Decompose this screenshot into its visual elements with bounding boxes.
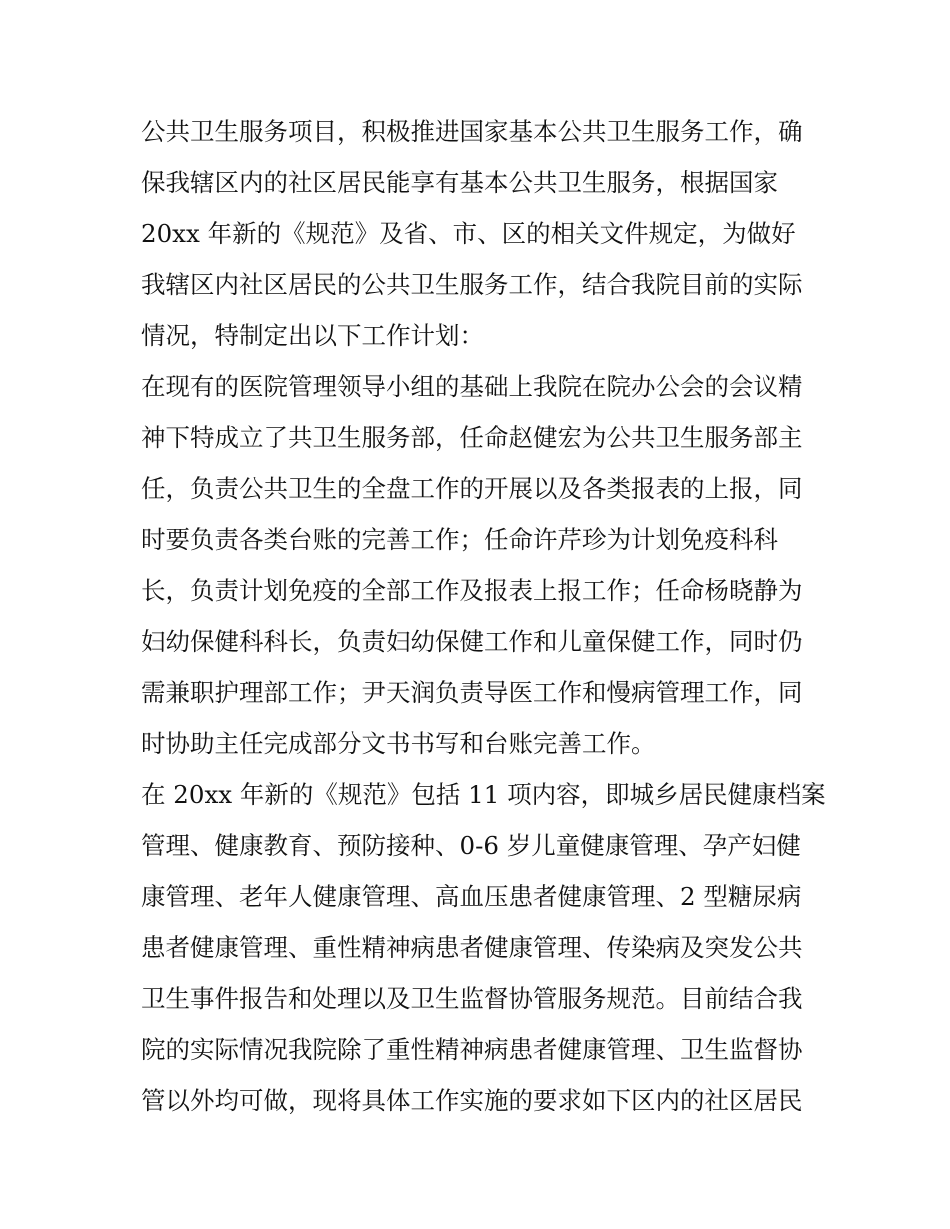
text-line-12: 需兼职护理部工作；尹天润负责导医工作和慢病管理工作，同 [141, 678, 803, 707]
text-line-8: 任，负责公共卫生的全盘工作的开展以及各类报表的上报，同 [141, 474, 803, 503]
text-line-19: 院的实际情况我院除了重性精神病患者健康管理、卫生监督协 [141, 1035, 803, 1064]
text-line-14: 在 20xx 年新的《规范》包括 11 项内容，即城乡居民健康档案 [141, 780, 826, 809]
text-line-18: 卫生事件报告和处理以及卫生监督协管服务规范。目前结合我 [141, 984, 803, 1013]
text-line-20: 管以外均可做，现将具体工作实施的要求如下区内的社区居民 [141, 1086, 803, 1115]
text-line-11: 妇幼保健科科长，负责妇幼保健工作和儿童保健工作，同时仍 [141, 627, 803, 656]
text-line-10: 长，负责计划免疫的全部工作及报表上报工作；任命杨晓静为 [141, 576, 803, 605]
text-line-5: 情况，特制定出以下工作计划： [141, 321, 484, 350]
text-line-16: 康管理、老年人健康管理、高血压患者健康管理、2 型糖尿病 [141, 882, 802, 911]
text-line-9: 时要负责各类台账的完善工作；任命许芹珍为计划免疫科科 [141, 525, 778, 554]
text-line-2: 保我辖区内的社区居民能享有基本公共卫生服务，根据国家 [141, 168, 778, 197]
text-line-4: 我辖区内社区居民的公共卫生服务工作，结合我院目前的实际 [141, 270, 803, 299]
text-line-7: 神下特成立了共卫生服务部，任命赵健宏为公共卫生服务部主 [141, 423, 803, 452]
text-line-17: 患者健康管理、重性精神病患者健康管理、传染病及突发公共 [141, 933, 803, 962]
text-line-6: 在现有的医院管理领导小组的基础上我院在院办公会的会议精 [141, 372, 803, 401]
document-body [141, 106, 826, 1126]
text-line-15: 管理、健康教育、预防接种、0-6 岁儿童健康管理、孕产妇健 [141, 831, 801, 860]
text-line-1: 公共卫生服务项目，积极推进国家基本公共卫生服务工作，确 [141, 117, 803, 146]
text-line-3: 20xx 年新的《规范》及省、市、区的相关文件规定，为做好 [141, 219, 796, 248]
text-line-13: 时协助主任完成部分文书书写和台账完善工作。 [141, 729, 656, 758]
